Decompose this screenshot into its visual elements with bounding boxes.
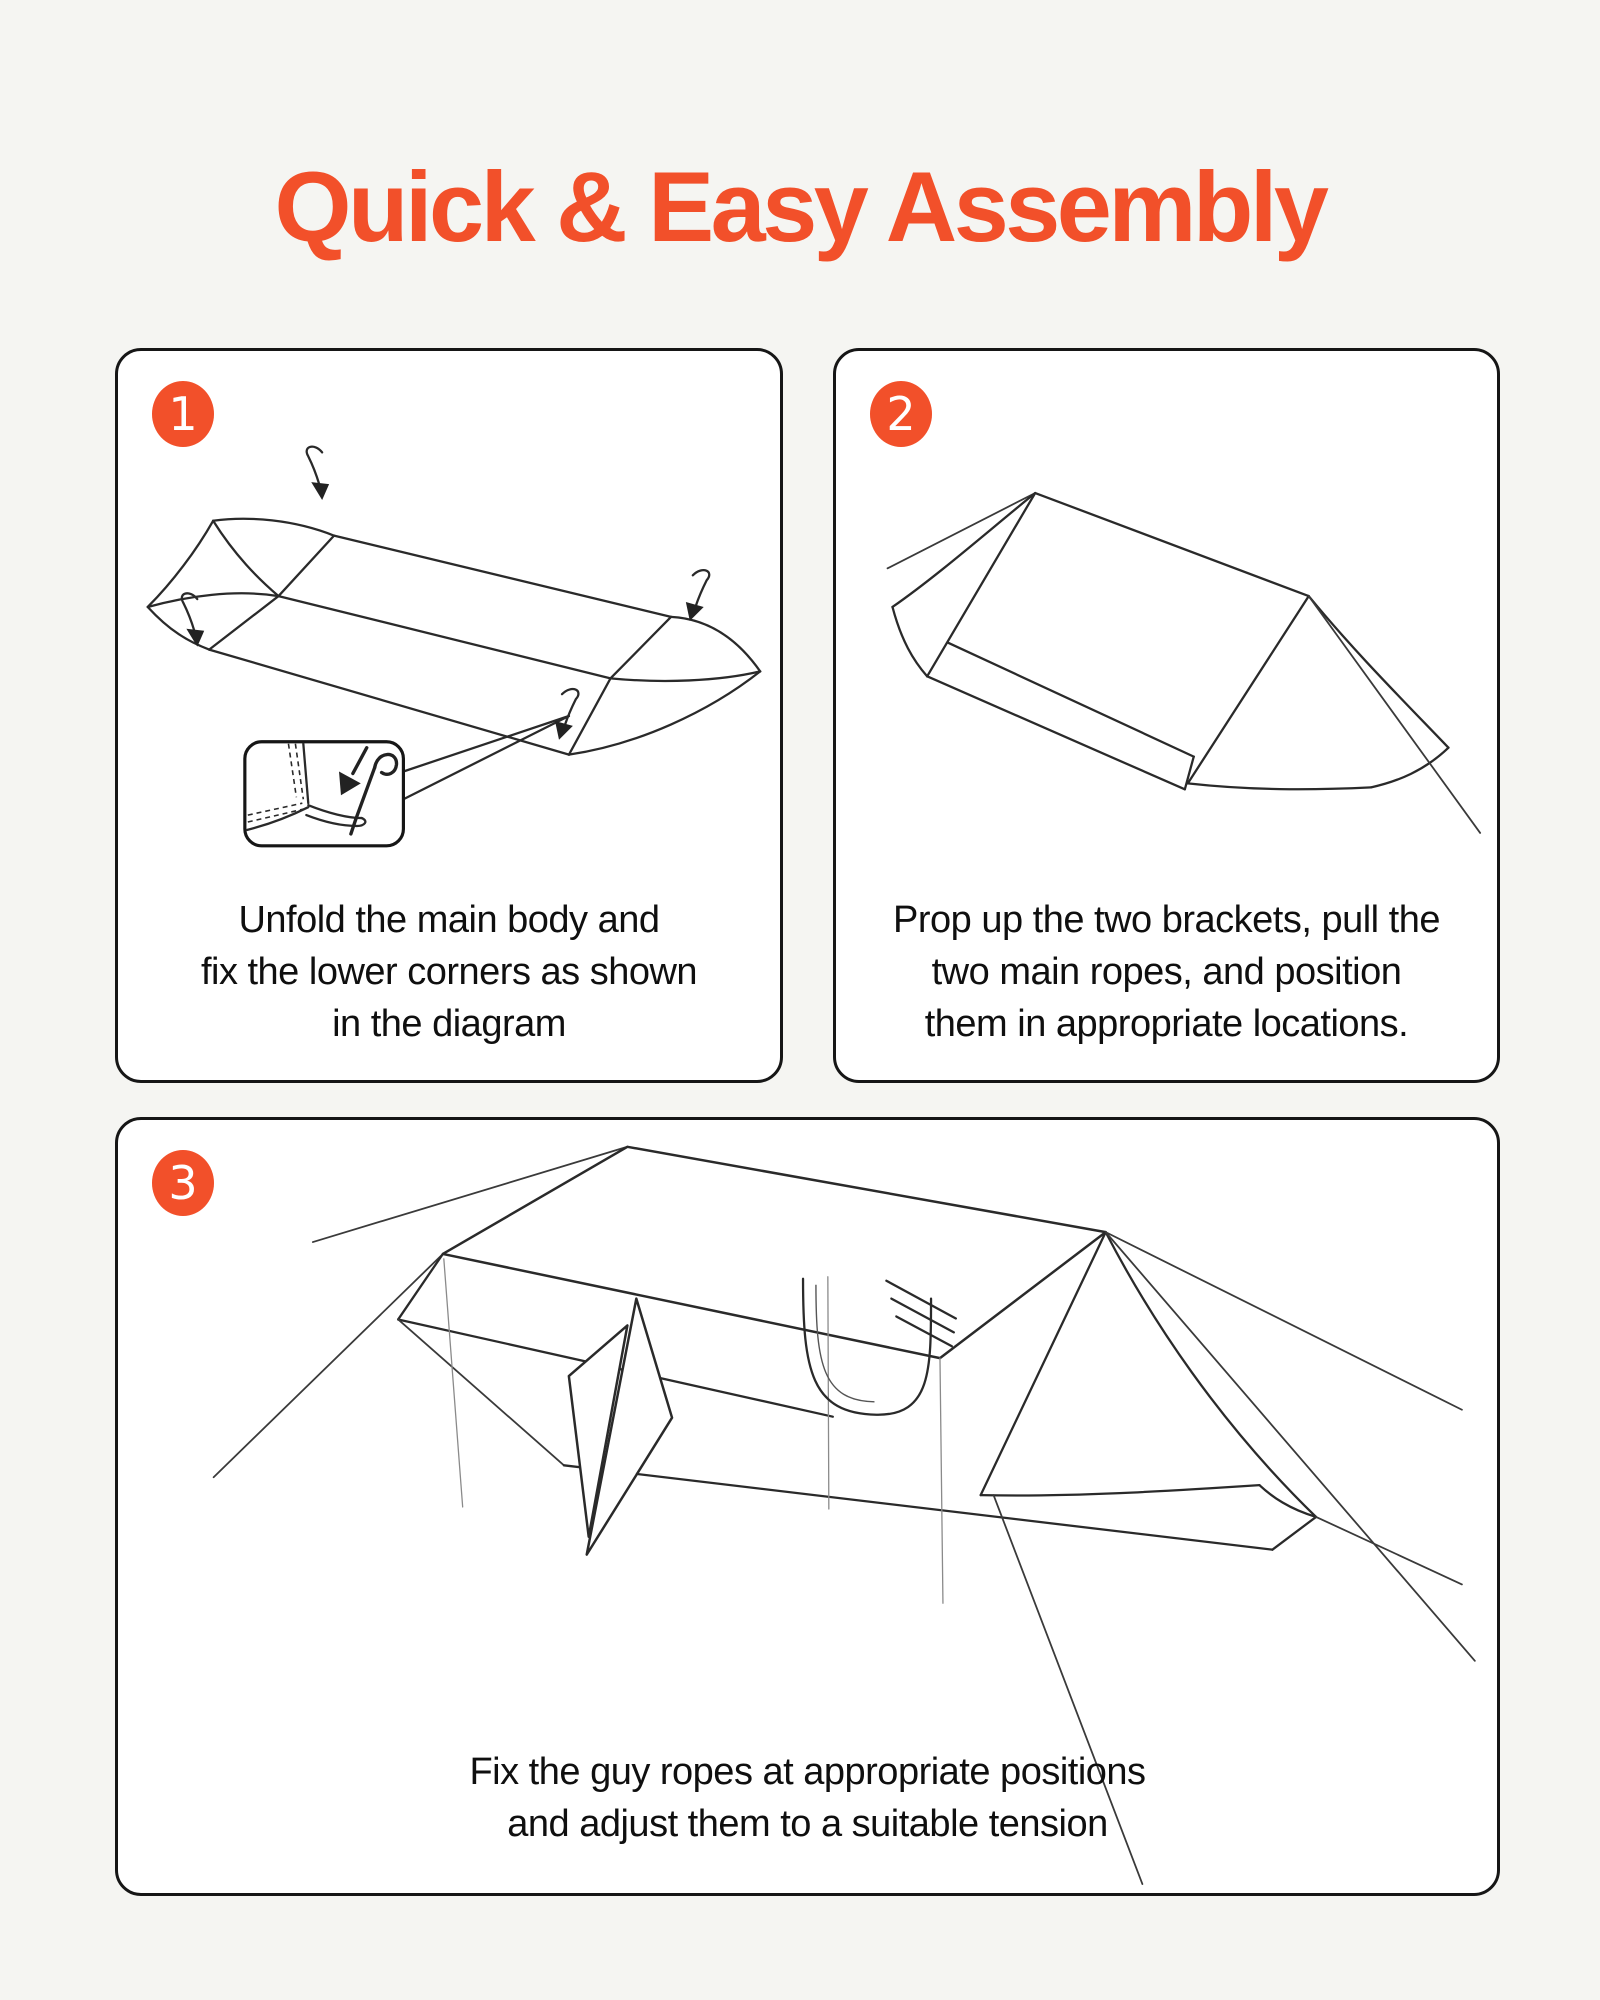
step-number-badge <box>152 1150 214 1216</box>
folded-tent-outline <box>148 519 760 755</box>
step-number: 1 <box>168 387 198 441</box>
step-3-panel <box>115 1117 1500 1896</box>
step-2-caption <box>836 894 1497 1050</box>
step-2-panel <box>833 348 1500 1083</box>
caption-line: Prop up the two brackets, pull the <box>893 899 1440 941</box>
step-number: 3 <box>168 1156 198 1210</box>
guy-rope-left-lower <box>214 1254 443 1477</box>
stake-arrow-top <box>307 447 329 500</box>
main-rope-right <box>1309 596 1480 833</box>
caption-line: Unfold the main body and <box>238 899 660 941</box>
step-number-badge <box>870 381 932 447</box>
propped-tent-outline <box>888 493 1481 833</box>
caption-line: Fix the guy ropes at appropriate positions <box>469 1751 1146 1793</box>
caption-line: and adjust them to a suitable tension <box>507 1803 1108 1845</box>
caption-line: two main ropes, and position <box>931 951 1402 993</box>
step-1-caption <box>118 894 780 1050</box>
caption-line: fix the lower corners as shown <box>200 951 698 993</box>
pole-line <box>940 1358 943 1603</box>
guy-rope-right-upper <box>1106 1232 1462 1410</box>
step-number-badge <box>152 381 214 447</box>
corner-stake-inset <box>245 742 404 846</box>
stake-arrow-bottom <box>555 689 578 740</box>
step-3-caption <box>118 1746 1497 1850</box>
step-number: 2 <box>886 387 916 441</box>
stake-arrow-right <box>686 570 709 621</box>
caption-line: in the diagram <box>332 1003 566 1045</box>
pole-line <box>444 1259 463 1507</box>
page-title: Quick & Easy Assembly <box>274 151 1326 262</box>
guy-rope-right-lower <box>1106 1232 1475 1661</box>
guy-rope-flap <box>1316 1517 1462 1584</box>
step-1-panel <box>115 348 783 1083</box>
caption-line: them in appropriate locations. <box>924 1003 1409 1045</box>
